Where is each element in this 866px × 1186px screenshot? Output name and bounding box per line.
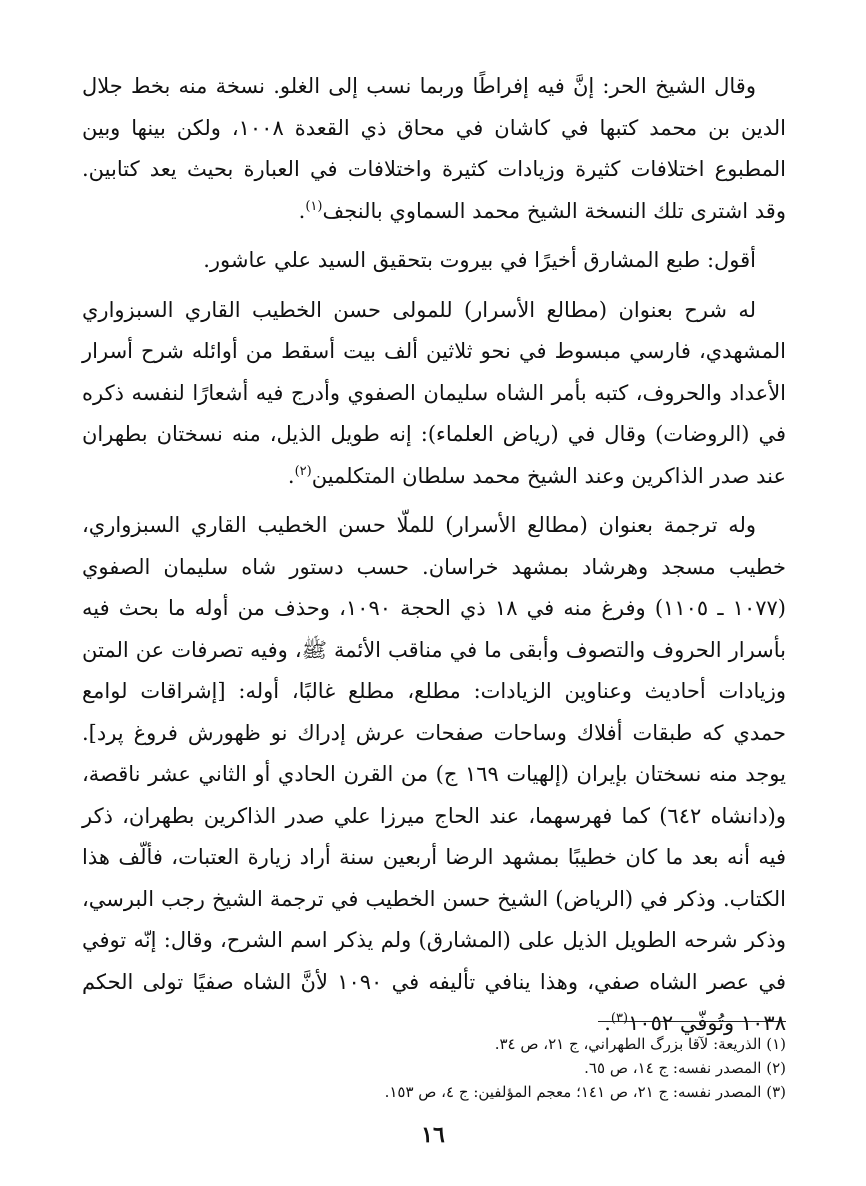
- main-text: [82, 66, 786, 1053]
- paragraph-3: [82, 290, 786, 498]
- paragraph-2: أقول: طبع المشارق أخيرًا في بيروت بتحقيق السيد علي عاشور.: [203, 248, 756, 272]
- paragraph-3-text: له شرح بعنوان (مطالع الأسرار) للمولى حسن الخطيب القاري السبزواري المشهدي، فارسي مبسوط في نحو ثلاثين ألف بيت أسقط من أوائله شرح أسرار الأعداد والحروف، كتبه بأمر الشاه سليمان الصفوي وأدرج فيه أشعارًا لنفسه ذكره في (الروضات) وقال في (رياض العلماء): إنه طويل الذيل، منه نسختان بطهران عند صدر الذاكرين وعند الشيخ محمد سلطان المتكلمين: [82, 297, 786, 488]
- paragraph-3-end: .: [287, 463, 295, 488]
- footnote-2: (٢) المصدر نفسه: ج ١٤، ص ٦٥.: [584, 1059, 786, 1077]
- paragraph-1-end: .: [298, 198, 306, 223]
- footnote-ref-1[interactable]: (١): [305, 198, 323, 214]
- footnote-3: (٣) المصدر نفسه: ج ٢١، ص ١٤١؛ معجم المؤلفين: ج ٤، ص ١٥٣.: [384, 1083, 786, 1101]
- paragraph-1-text: وقال الشيخ الحر: إنَّ فيه إفراطًا وربما نسب إلى الغلو. نسخة منه بخط جلال الدين بن محمد كتبها في كاشان في محاق ذي القعدة ١٠٠٨، ولكن بينها وبين المطبوع اختلافات كثيرة وزيادات كثيرة واختلافات في العبارة بحيث يعد كتابين. وقد اشترى تلك النسخة الشيخ محمد السماوي بالنجف: [82, 74, 786, 223]
- footnote-ref-2[interactable]: (٢): [294, 463, 312, 479]
- page-number: ١٦: [421, 1122, 445, 1148]
- paragraph-4-end: .: [604, 1011, 611, 1035]
- paragraph-1: [82, 66, 786, 232]
- footnotes: [150, 1032, 786, 1104]
- footnote-1: (١) الذريعة: لآقا بزرگ الطهراني، ج ٢١، ص ٣٤.: [494, 1035, 786, 1053]
- footnote-separator: [598, 1021, 786, 1022]
- paragraph-4-text: وله ترجمة بعنوان (مطالع الأسرار) للملّا حسن الخطيب القاري السبزواري، خطيب مسجد وهرشاد بمشهد خراسان. حسب دستور شاه سليمان الصفوي (١٠٧٧ ـ ١١٠٥) وفرغ منه في ١٨ ذي الحجة ١٠٩٠، وحذف من أوله ما بحث فيه بأسرار الحروف والتصوف وأبقى ما في مناقب الأئمة ﷺ، وفيه تصرفات عن المتن وزيادات أحاديث وعناوين الزيادات: مطلع، مطلع غالبًا، أوله: [إشراقات لوامع حمدي كه طبقات أفلاك وساحات صفحات عرش إدراك نو ظهورش فروغ پرد]. يوجد منه نسختان بإيران (إلهيات ١٦٩ ج) من القرن الحادي أو الثاني عشر ناقصة، و(دانشاه ٦٤٢) كما فهرسهما، عند الحاج ميرزا علي صدر الذاكرين بطهران، ذكر فيه أنه بعد ما كان خطيبًا بمشهد الرضا أربعين سنة أراد زيارة العتبات، فألّف هذا الكتاب. وذكر في (الرياض) الشيخ حسن الخطيب في ترجمة الشيخ رجب البرسي، وذكر شرحه الطويل الذيل على (المشارق) ولم يذكر اسم الشرح، وقال: إنّه توفي في عصر الشاه صفي، وهذا ينافي تأليفه في ١٠٩٠ لأنَّ الشاه صفيًا تولى الحكم ١٠٣٨ وتُوفّي ١٠٥٢: [82, 513, 786, 1035]
- footnote-ref-3[interactable]: (٣): [610, 1011, 629, 1026]
- paragraph-4: [82, 505, 786, 1045]
